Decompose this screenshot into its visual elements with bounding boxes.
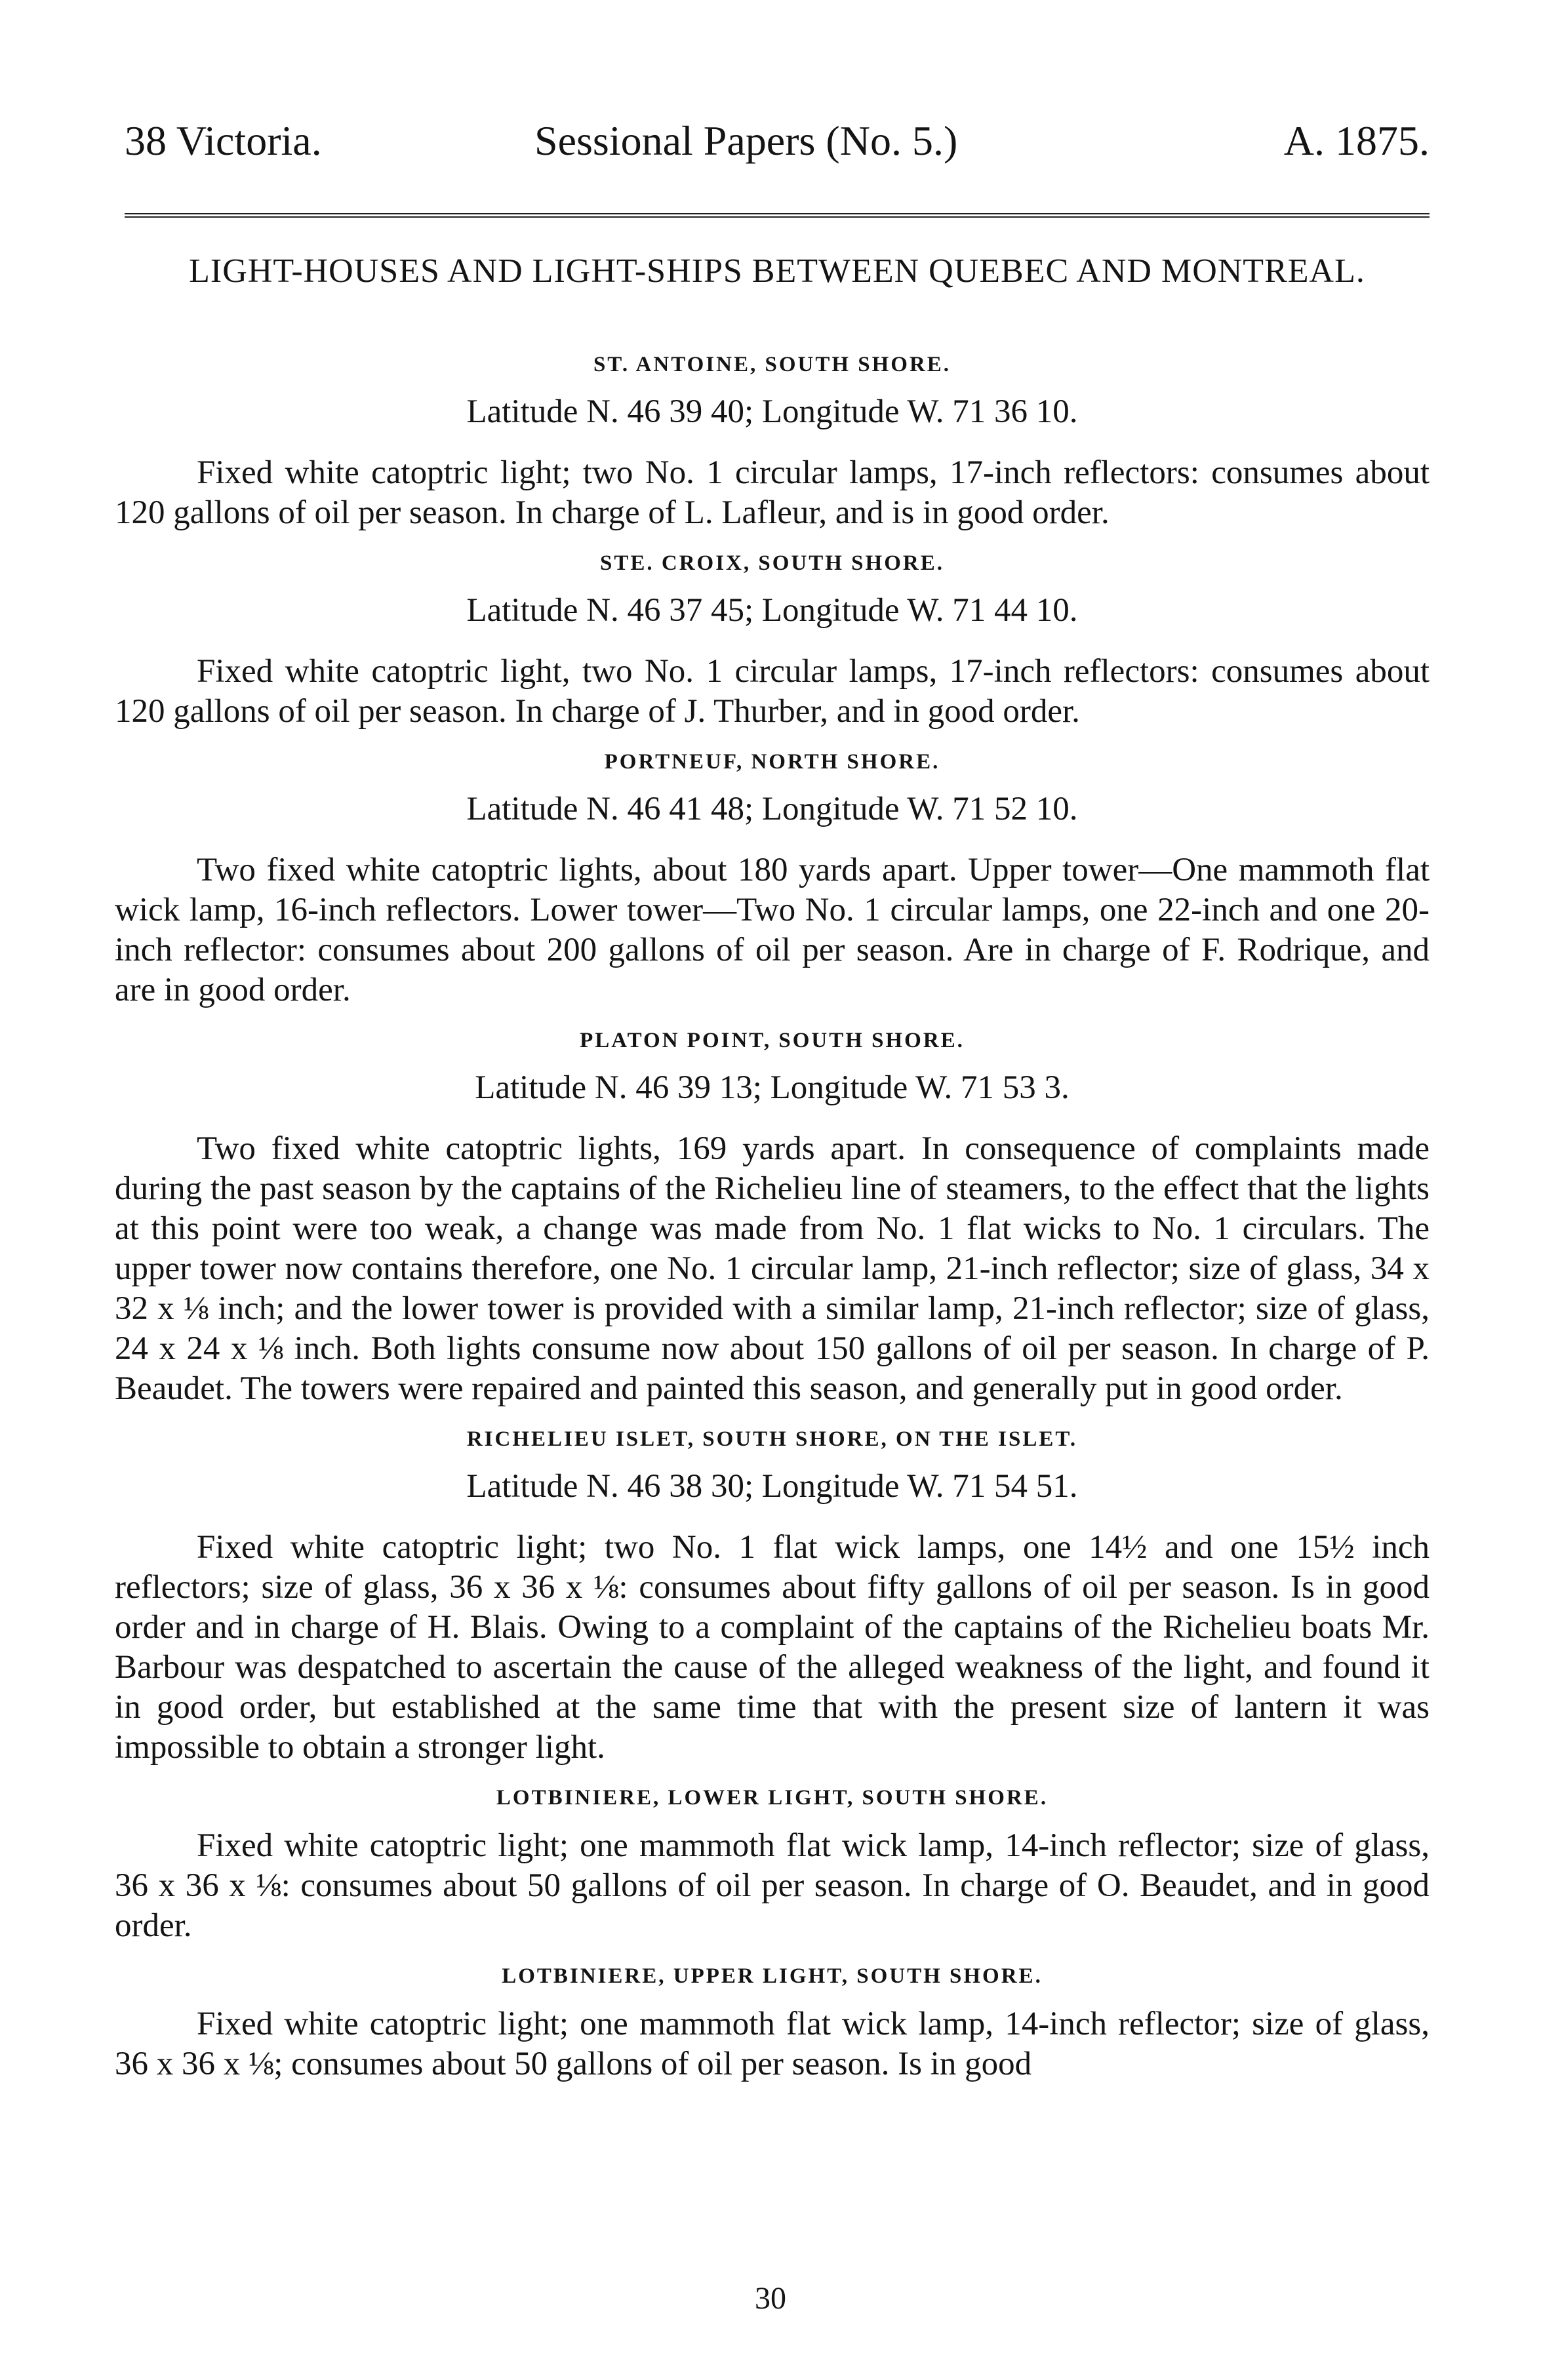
section-text: Fixed white catoptric light; two No. 1 flat wick lamps, one 14½ and one 15½ inch reflectors; size of glass, 36 x 36 x ⅛: consumes about fifty gallons of oil per season. Is in good order and in charge of H. Blais. Owing to a complaint of the captains of the Richelieu boats Mr. Barbour was despatched to ascertain the cause of the alleged weakness of the light, and found it in good order, but established at the same time that with the present size of lantern it was impossible to obtain a stronger light. <box>115 1529 1430 1766</box>
coordinates: Latitude N. 46 39 40; Longitude W. 71 36 10. <box>466 393 1078 430</box>
section-ste-croix <box>115 551 1430 732</box>
section-portneuf <box>115 750 1430 1010</box>
header-session: 38 Victoria. <box>125 117 322 164</box>
section-text: Fixed white catoptric light; one mammoth flat wick lamp, 14-inch reflector; size of glass, 36 x 36 x ⅛: consumes about 50 gallons of oil per season. In charge of O. Beaudet, and in good order. <box>115 1827 1430 1944</box>
section-lotbiniere-upper <box>115 1964 1430 2084</box>
header-rule <box>125 213 1430 218</box>
section-heading: RICHELIEU ISLET, SOUTH SHORE, ON THE ISLET. <box>466 1427 1078 1451</box>
section-text: Fixed white catoptric light, two No. 1 circular lamps, 17-inch reflectors: consumes about 120 gallons of oil per season. In charge of J. Thurber, and in good order. <box>115 653 1430 730</box>
header-year: A. 1875. <box>1283 117 1430 164</box>
running-header <box>125 117 1430 176</box>
header-sessional-papers: Sessional Papers (No. 5.) <box>534 117 958 164</box>
page-title: LIGHT-HOUSES AND LIGHT-SHIPS BETWEEN QUEBEC AND MONTREAL. <box>189 252 1365 290</box>
section-text: Two fixed white catoptric lights, about 180 yards apart. Upper tower—One mammoth flat wick lamp, 16-inch reflectors. Lower tower—Two No. 1 circular lamps, one 22-inch and one 20-inch reflector: consumes about 200 gallons of oil per season. Are in charge of F. Rodrique, and are in good order. <box>115 852 1430 1008</box>
section-heading: STE. CROIX, SOUTH SHORE. <box>600 551 944 575</box>
section-platon-point <box>115 1029 1430 1409</box>
section-heading: ST. ANTOINE, SOUTH SHORE. <box>593 353 951 376</box>
section-heading: PLATON POINT, SOUTH SHORE. <box>580 1029 965 1052</box>
section-heading: PORTNEUF, NORTH SHORE. <box>604 750 940 774</box>
section-text: Two fixed white catoptric lights, 169 yards apart. In consequence of complaints made during the past season by the captains of the Richelieu line of steamers, to the effect that the lights at this point were too weak, a change was made from No. 1 flat wicks to No. 1 circulars. The upper tower now contains therefore, one No. 1 circular lamp, 21-inch reflector; size of glass, 34 x 32 x ⅛ inch; and the lower tower is provided with a similar lamp, 21-inch reflector; size of glass, 24 x 24 x ⅛ inch. Both lights consume now about 150 gallons of oil per season. In charge of P. Beaudet. The towers were repaired and painted this season, and generally put in good order. <box>115 1130 1430 1407</box>
coordinates: Latitude N. 46 37 45; Longitude W. 71 44 10. <box>466 592 1078 629</box>
section-richelieu-islet <box>115 1427 1430 1768</box>
coordinates: Latitude N. 46 39 13; Longitude W. 71 53 3. <box>475 1069 1070 1106</box>
section-heading: LOTBINIERE, UPPER LIGHT, SOUTH SHORE. <box>502 1964 1043 1988</box>
section-text: Fixed white catoptric light; two No. 1 circular lamps, 17-inch reflectors: consumes about 120 gallons of oil per season. In charge of L. Lafleur, and is in good order. <box>115 454 1430 531</box>
main-content <box>115 353 1430 2103</box>
section-st-antoine <box>115 353 1430 533</box>
page-number: 30 <box>755 2281 786 2316</box>
section-text: Fixed white catoptric light; one mammoth flat wick lamp, 14-inch reflector; size of glass, 36 x 36 x ⅛; consumes about 50 gallons of oil per season. Is in good <box>115 2006 1430 2082</box>
coordinates: Latitude N. 46 41 48; Longitude W. 71 52 10. <box>466 791 1078 827</box>
section-heading: LOTBINIERE, LOWER LIGHT, SOUTH SHORE. <box>496 1786 1049 1810</box>
section-lotbiniere-lower <box>115 1786 1430 1946</box>
coordinates: Latitude N. 46 38 30; Longitude W. 71 54 51. <box>466 1468 1078 1505</box>
